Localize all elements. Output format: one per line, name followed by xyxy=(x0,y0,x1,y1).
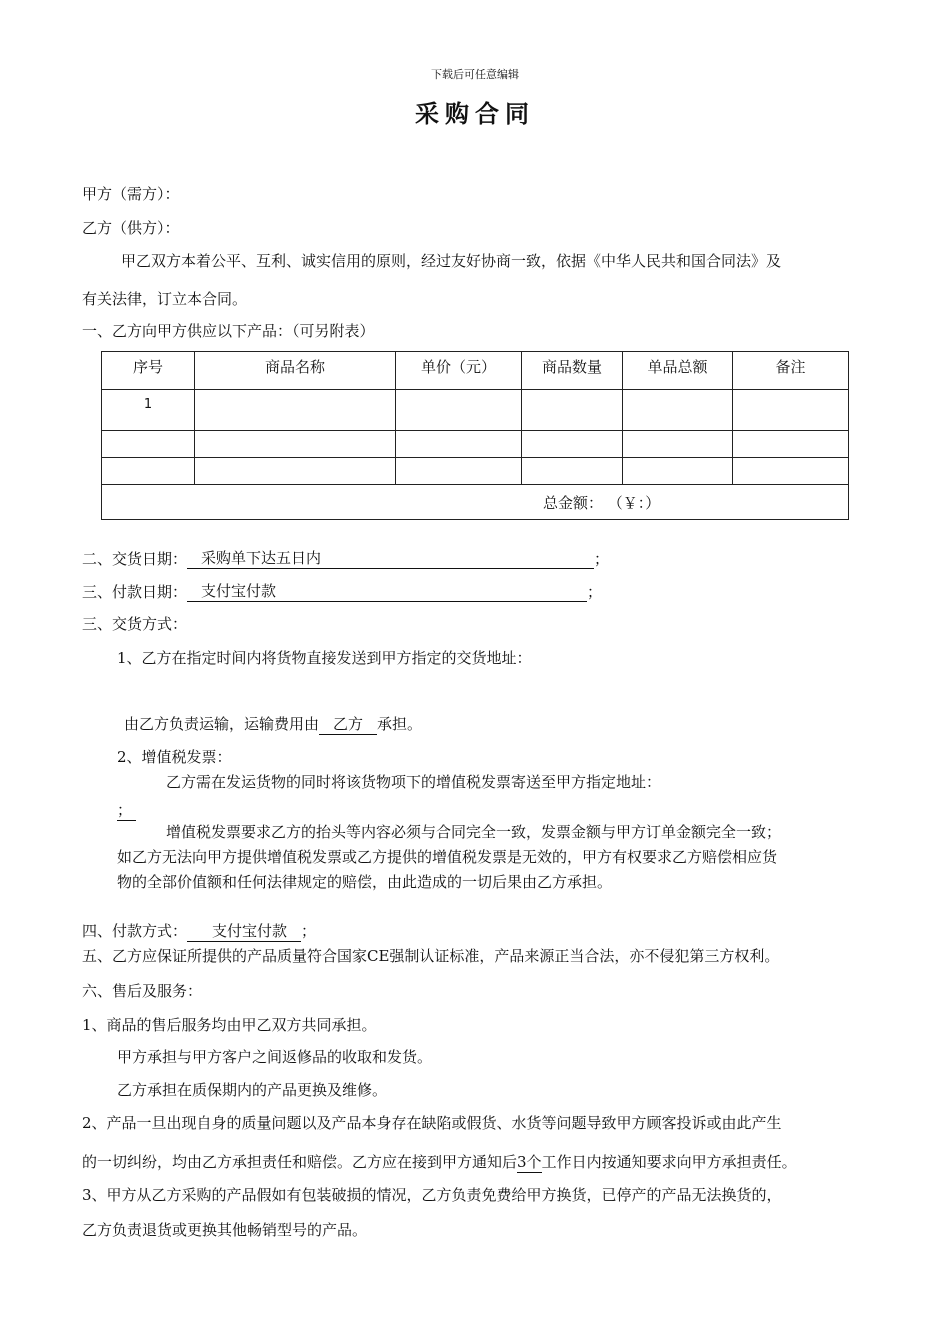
table-cell: 1 xyxy=(102,390,195,431)
table-row xyxy=(102,458,849,485)
party-a-label: 甲方（需方）： xyxy=(82,185,180,203)
table-cell xyxy=(195,431,396,458)
table-header-row xyxy=(102,352,849,390)
header-cell: 单品总额 xyxy=(623,352,733,390)
header-cell: 序号 xyxy=(102,352,195,390)
delivery-method-title: 三、交货方式： xyxy=(82,615,188,633)
table-cell xyxy=(623,390,733,431)
section-5: 五、乙方应保证所提供的产品质量符合国家CE强制认证标准，产品来源正当合法，亦不侵犯第三方权利。 xyxy=(82,947,780,965)
vat-para-line-1: 增值税发票要求乙方的抬头等内容必须与合同完全一致，发票金额与甲方订单金额完全一致； xyxy=(166,823,782,841)
page-title: 采购合同 xyxy=(415,100,535,128)
payment-date-label: 三、付款日期： xyxy=(82,583,188,601)
table-cell xyxy=(396,431,522,458)
table-row xyxy=(102,390,849,431)
table-cell xyxy=(195,458,396,485)
table-cell xyxy=(623,431,733,458)
section-6-item-3-line-2: 乙方负责退货或更换其他畅销型号的产品。 xyxy=(82,1221,368,1239)
payment-method-value: 支付宝付款 xyxy=(187,921,301,942)
vat-para-line-2: 如乙方无法向甲方提供增值税发票或乙方提供的增值税发票是无效的，甲方有权要求乙方赔偿相应货 xyxy=(117,848,778,866)
party-b-label: 乙方（供方）： xyxy=(82,219,180,237)
section-6-title: 六、售后及服务： xyxy=(82,982,203,1000)
section-1-title: 一、乙方向甲方供应以下产品：（可另附表） xyxy=(82,322,375,340)
delivery-date-label: 二、交货日期： xyxy=(82,550,188,568)
vat-address-blank: ； xyxy=(117,800,136,821)
table-cell xyxy=(733,390,849,431)
header-cell: 商品数量 xyxy=(522,352,623,390)
table-cell xyxy=(522,458,623,485)
item-2-prefix: 的一切纠纷，均由乙方承担责任和赔偿。乙方应在接到甲方通知后 xyxy=(82,1153,518,1171)
header-note: 下载后可任意编辑 xyxy=(431,68,519,81)
item-2-suffix: 工作日内按通知要求向甲方承担责任。 xyxy=(541,1153,797,1171)
section-6-item-1b: 乙方承担在质保期内的产品更换及维修。 xyxy=(117,1081,388,1099)
payment-method-line xyxy=(82,921,316,942)
transport-payer: 乙方 xyxy=(319,714,377,735)
table-cell xyxy=(396,458,522,485)
table-cell xyxy=(195,390,396,431)
table-cell xyxy=(102,458,195,485)
section-6-item-1: 1、商品的售后服务均由甲乙双方共同承担。 xyxy=(82,1016,377,1034)
transport-line xyxy=(124,714,422,735)
section-6-item-2-line-2 xyxy=(82,1152,797,1173)
response-days: 3个 xyxy=(517,1153,542,1171)
section-6-item-2-line-1: 2、产品一旦出现自身的质量问题以及产品本身存在缺陷或假货、水货等问题导致甲方顾客投诉或由此产生 xyxy=(82,1114,782,1132)
transport-prefix: 由乙方负责运输，运输费用由 xyxy=(124,715,320,733)
total-amount-label: 总金额： （￥：） xyxy=(543,493,661,512)
table-cell xyxy=(733,458,849,485)
intro-line-1: 甲乙双方本着公平、互利、诚实信用的原则，经过友好协商一致，依据《中华人民共和国合同法》及 xyxy=(121,252,782,270)
delivery-date-line xyxy=(82,548,609,569)
table-row xyxy=(102,431,849,458)
delivery-date-end: ； xyxy=(594,550,610,568)
payment-method-end: ； xyxy=(301,922,317,940)
intro-line-2: 有关法律，订立本合同。 xyxy=(82,290,248,308)
table-cell xyxy=(623,458,733,485)
delivery-date-value: 采购单下达五日内 xyxy=(187,548,594,569)
vat-address-line xyxy=(117,800,136,821)
table-cell xyxy=(733,431,849,458)
total-cell xyxy=(102,485,849,520)
table-cell xyxy=(102,431,195,458)
delivery-item-1: 1、乙方在指定时间内将货物直接发送到甲方指定的交货地址： xyxy=(117,649,532,667)
product-table xyxy=(101,351,849,520)
payment-date-end: ； xyxy=(587,583,603,601)
vat-para-line-3: 物的全部价值额和任何法律规定的赔偿，由此造成的一切后果由乙方承担。 xyxy=(117,873,613,891)
vat-line-1: 乙方需在发运货物的同时将该货物项下的增值税发票寄送至甲方指定地址： xyxy=(166,773,662,791)
table-total-row xyxy=(102,485,849,520)
payment-method-label: 四、付款方式： xyxy=(82,922,188,940)
payment-date-value: 支付宝付款 xyxy=(187,581,587,602)
header-cell: 单价（元） xyxy=(396,352,522,390)
vat-title: 2、增值税发票： xyxy=(117,748,232,766)
section-6-item-1a: 甲方承担与甲方客户之间返修品的收取和发货。 xyxy=(117,1048,433,1066)
header-cell: 备注 xyxy=(733,352,849,390)
transport-suffix: 承担。 xyxy=(377,715,423,733)
section-6-item-3-line-1: 3、甲方从乙方采购的产品假如有包装破损的情况，乙方负责免费给甲方换货，已停产的产品无法换货的， xyxy=(82,1186,782,1204)
payment-date-line xyxy=(82,581,602,602)
table-cell xyxy=(396,390,522,431)
table-cell xyxy=(522,431,623,458)
table-cell xyxy=(522,390,623,431)
header-cell: 商品名称 xyxy=(195,352,396,390)
